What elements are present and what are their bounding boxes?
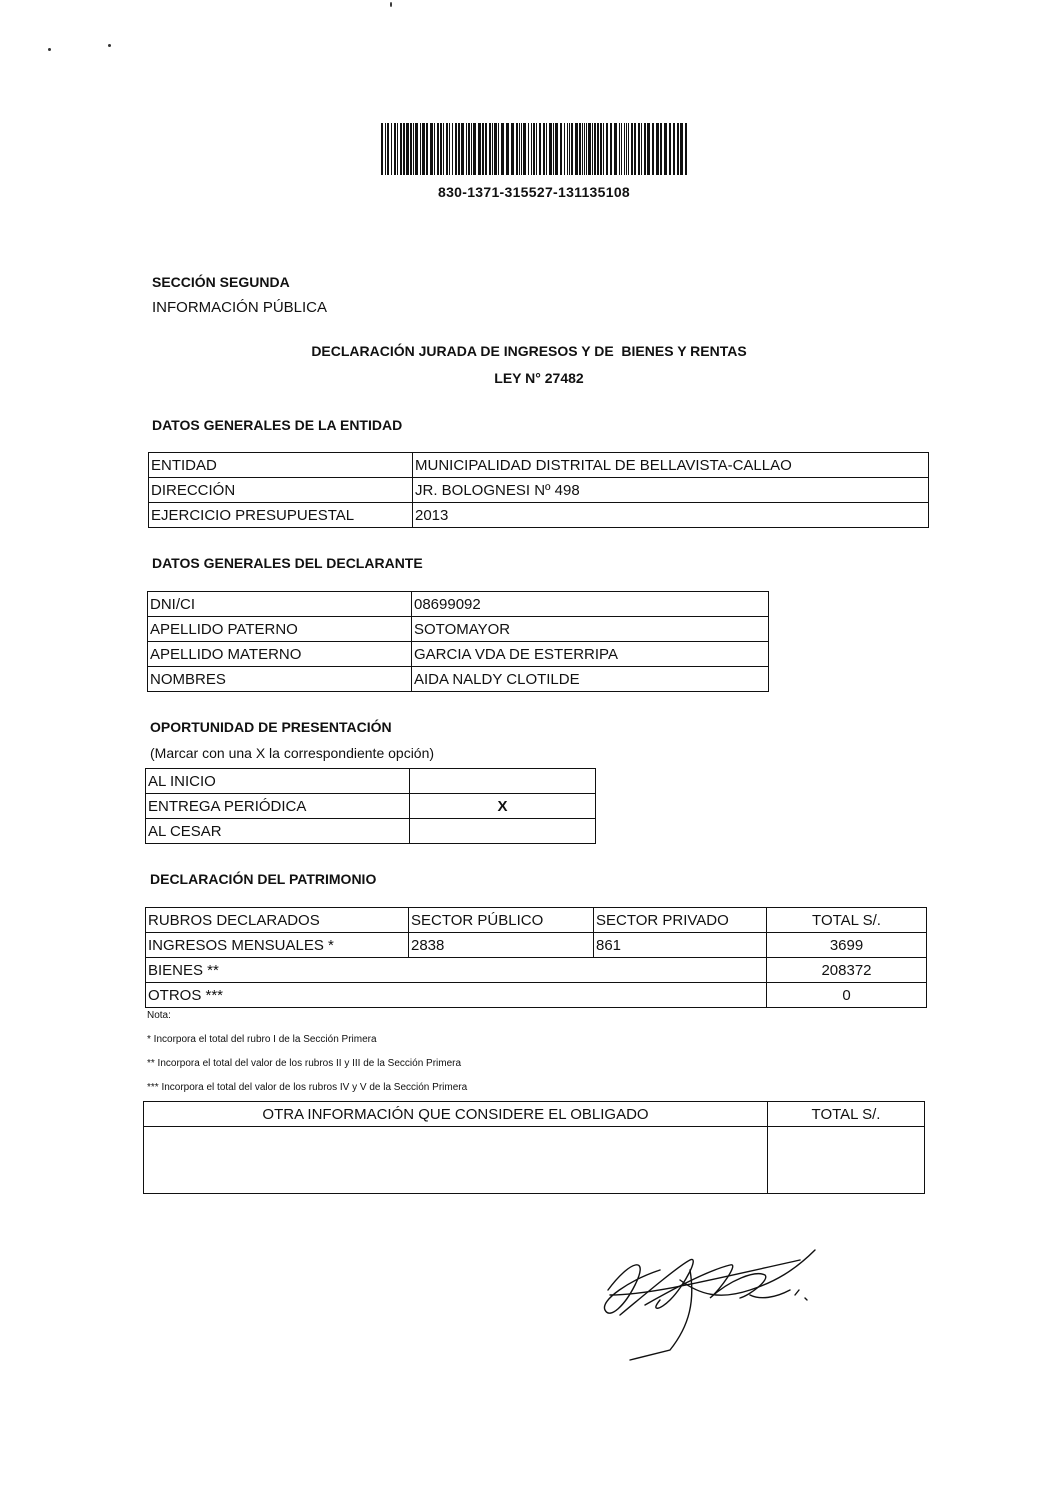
barcode-bar — [531, 123, 532, 175]
barcode-bar — [594, 123, 596, 175]
table-row — [148, 617, 769, 642]
declarant-value: 08699092 — [412, 592, 769, 617]
patrimony-heading: DECLARACIÓN DEL PATRIMONIO — [150, 871, 377, 887]
declarant-value: GARCIA VDA DE ESTERRIPA — [412, 642, 769, 667]
scan-speck — [48, 48, 51, 51]
declarant-label: DNI/CI — [148, 592, 412, 617]
opportunity-heading: OPORTUNIDAD DE PRESENTACIÓN — [150, 719, 392, 735]
barcode-bar — [430, 123, 433, 175]
barcode-bar — [586, 123, 587, 175]
entity-label: DIRECCIÓN — [149, 478, 413, 503]
other-info-total-header: TOTAL S/. — [768, 1102, 925, 1127]
barcode-bar — [528, 123, 529, 175]
barcode-bar — [391, 123, 392, 175]
barcode-bar — [420, 123, 421, 175]
barcode-bar — [592, 123, 593, 175]
table-row — [149, 503, 929, 528]
barcode-bar — [440, 123, 442, 175]
table-row — [146, 819, 596, 844]
barcode-bar — [638, 123, 640, 175]
barcode-bar — [458, 123, 460, 175]
table-row — [146, 958, 927, 983]
barcode-bar — [536, 123, 537, 175]
barcode-bar — [452, 123, 453, 175]
section-heading: SECCIÓN SEGUNDA — [152, 274, 290, 290]
income-label: INGRESOS MENSUALES * — [146, 933, 409, 958]
barcode-bar — [485, 123, 487, 175]
barcode-bar — [533, 123, 535, 175]
barcode-bar — [647, 123, 650, 175]
declarant-label: APELLIDO MATERNO — [148, 642, 412, 667]
barcode-bar — [584, 123, 585, 175]
barcode-bar — [455, 123, 457, 175]
barcode-bar — [628, 123, 629, 175]
barcode-bar — [498, 123, 499, 175]
barcode-bar — [631, 123, 633, 175]
other-info-table — [143, 1101, 925, 1194]
opportunity-label: AL CESAR — [146, 819, 410, 844]
table-row — [148, 642, 769, 667]
barcode-bar — [555, 123, 558, 175]
barcode-bar — [641, 123, 642, 175]
law-reference: LEY N° 27482 — [494, 370, 584, 386]
notes-label: Nota: — [147, 1010, 171, 1021]
table-row — [148, 592, 769, 617]
barcode-bar — [606, 123, 608, 175]
barcode-bar — [437, 123, 439, 175]
barcode-bar — [449, 123, 450, 175]
barcode-bar — [415, 123, 418, 175]
entity-value: 2013 — [413, 503, 929, 528]
barcode-bar — [473, 123, 476, 175]
barcode-bar — [619, 123, 620, 175]
table-row — [146, 794, 596, 819]
barcode-bar — [685, 123, 687, 175]
declarant-label: APELLIDO PATERNO — [148, 617, 412, 642]
table-row — [146, 983, 927, 1008]
barcode-bar — [564, 123, 565, 175]
barcode-bar — [492, 123, 493, 175]
income-total: 3699 — [767, 933, 927, 958]
others-total: 0 — [767, 983, 927, 1008]
barcode-bar — [600, 123, 602, 175]
barcode-number: 830-1371-315527-131135108 — [437, 184, 630, 200]
barcode-bar — [511, 123, 514, 175]
barcode-bar — [569, 123, 570, 175]
barcode-bar — [549, 123, 552, 175]
table-row — [146, 933, 927, 958]
entity-table — [148, 452, 929, 528]
declarant-value: AIDA NALDY CLOTILDE — [412, 667, 769, 692]
barcode-bar — [680, 123, 683, 175]
signature-image — [590, 1240, 830, 1365]
document-title: DECLARACIÓN JURADA DE INGRESOS Y DE BIENES Y RENTAS — [311, 343, 747, 359]
income-public: 2838 — [409, 933, 594, 958]
barcode-bar — [664, 123, 667, 175]
others-label: OTROS *** — [146, 983, 767, 1008]
opportunity-mark: X — [410, 794, 596, 819]
barcode-bar — [443, 123, 444, 175]
barcode-bar — [410, 123, 412, 175]
table-row — [144, 1102, 925, 1127]
barcode-bar — [516, 123, 518, 175]
barcode-bar — [482, 123, 484, 175]
barcode-bar — [597, 123, 599, 175]
barcode-bar — [567, 123, 568, 175]
opportunity-table — [145, 768, 596, 844]
table-row — [146, 769, 596, 794]
barcode-bar — [406, 123, 409, 175]
opportunity-label: AL INICIO — [146, 769, 410, 794]
declarant-label: NOMBRES — [148, 667, 412, 692]
declarant-value: SOTOMAYOR — [412, 617, 769, 642]
barcode-bar — [603, 123, 604, 175]
barcode-bar — [519, 123, 520, 175]
note-item: *** Incorpora el total del valor de los rubros IV y V de la Sección Primera — [147, 1082, 468, 1093]
barcode-bar — [422, 123, 425, 175]
opportunity-label: ENTREGA PERIÓDICA — [146, 794, 410, 819]
barcode-bar — [560, 123, 562, 175]
barcode-bar — [400, 123, 402, 175]
entity-label: EJERCICIO PRESUPUESTAL — [149, 503, 413, 528]
barcode-image — [381, 123, 687, 175]
opportunity-instruction: (Marcar con una X la correspondiente opción) — [150, 745, 435, 761]
barcode-bar — [501, 123, 504, 175]
barcode-bar — [506, 123, 509, 175]
patrimony-header: SECTOR PRIVADO — [594, 908, 767, 933]
table-row — [144, 1127, 925, 1194]
barcode-bar — [610, 123, 612, 175]
declarant-table — [147, 591, 769, 692]
table-row — [149, 478, 929, 503]
barcode-bar — [669, 123, 671, 175]
barcode-bar — [387, 123, 389, 175]
barcode-bar — [652, 123, 654, 175]
entity-value: JR. BOLOGNESI Nº 498 — [413, 478, 929, 503]
barcode-bar — [521, 123, 522, 175]
barcode-bar — [656, 123, 659, 175]
barcode-bar — [461, 123, 464, 175]
barcode-bar — [539, 123, 541, 175]
barcode-bar — [621, 123, 622, 175]
barcode-bar — [588, 123, 591, 175]
barcode-bar — [673, 123, 675, 175]
barcode-bar — [546, 123, 547, 175]
income-private: 861 — [594, 933, 767, 958]
barcode-bar — [634, 123, 636, 175]
barcode-bar — [624, 123, 625, 175]
table-row — [149, 453, 929, 478]
barcode-bar — [403, 123, 405, 175]
barcode-bar — [468, 123, 470, 175]
entity-label: ENTIDAD — [149, 453, 413, 478]
patrimony-table — [145, 907, 927, 1008]
barcode-bar — [543, 123, 545, 175]
barcode-bar — [523, 123, 526, 175]
assets-total: 208372 — [767, 958, 927, 983]
barcode-bar — [489, 123, 491, 175]
other-info-content — [144, 1127, 768, 1194]
barcode-bar — [471, 123, 472, 175]
other-info-total — [768, 1127, 925, 1194]
barcode-bar — [478, 123, 481, 175]
note-item: ** Incorpora el total del valor de los rubros II y III de la Sección Primera — [147, 1058, 462, 1069]
barcode-bar — [644, 123, 646, 175]
other-info-header: OTRA INFORMACIÓN QUE CONSIDERE EL OBLIGADO — [144, 1102, 768, 1127]
scan-speck — [390, 2, 392, 7]
patrimony-header: TOTAL S/. — [767, 908, 927, 933]
barcode-bar — [494, 123, 497, 175]
barcode-bar — [553, 123, 554, 175]
entity-heading: DATOS GENERALES DE LA ENTIDAD — [152, 417, 403, 433]
table-row — [146, 908, 927, 933]
declarant-heading: DATOS GENERALES DEL DECLARANTE — [152, 555, 423, 571]
table-row — [148, 667, 769, 692]
barcode-bar — [677, 123, 679, 175]
barcode-bar — [626, 123, 627, 175]
barcode-bar — [466, 123, 467, 175]
barcode-bar — [413, 123, 414, 175]
barcode-bar — [397, 123, 398, 175]
barcode-bar — [434, 123, 435, 175]
barcode-bar — [660, 123, 662, 175]
barcode-bar — [446, 123, 448, 175]
scan-speck — [108, 44, 111, 47]
opportunity-mark — [410, 819, 596, 844]
barcode-bar — [582, 123, 583, 175]
assets-label: BIENES ** — [146, 958, 767, 983]
barcode-bar — [426, 123, 428, 175]
subsection-heading: INFORMACIÓN PÚBLICA — [152, 299, 328, 316]
barcode-bar — [614, 123, 617, 175]
patrimony-header: SECTOR PÚBLICO — [409, 908, 594, 933]
opportunity-mark — [410, 769, 596, 794]
note-item: * Incorpora el total del rubro I de la Sección Primera — [147, 1034, 377, 1045]
barcode-bar — [385, 123, 386, 175]
barcode-bar — [394, 123, 396, 175]
patrimony-header: RUBROS DECLARADOS — [146, 908, 409, 933]
barcode-bar — [571, 123, 573, 175]
entity-value: MUNICIPALIDAD DISTRITAL DE BELLAVISTA-CALLAO — [413, 453, 929, 478]
barcode-bar — [579, 123, 581, 175]
barcode-bar — [575, 123, 578, 175]
barcode-bar — [381, 123, 383, 175]
